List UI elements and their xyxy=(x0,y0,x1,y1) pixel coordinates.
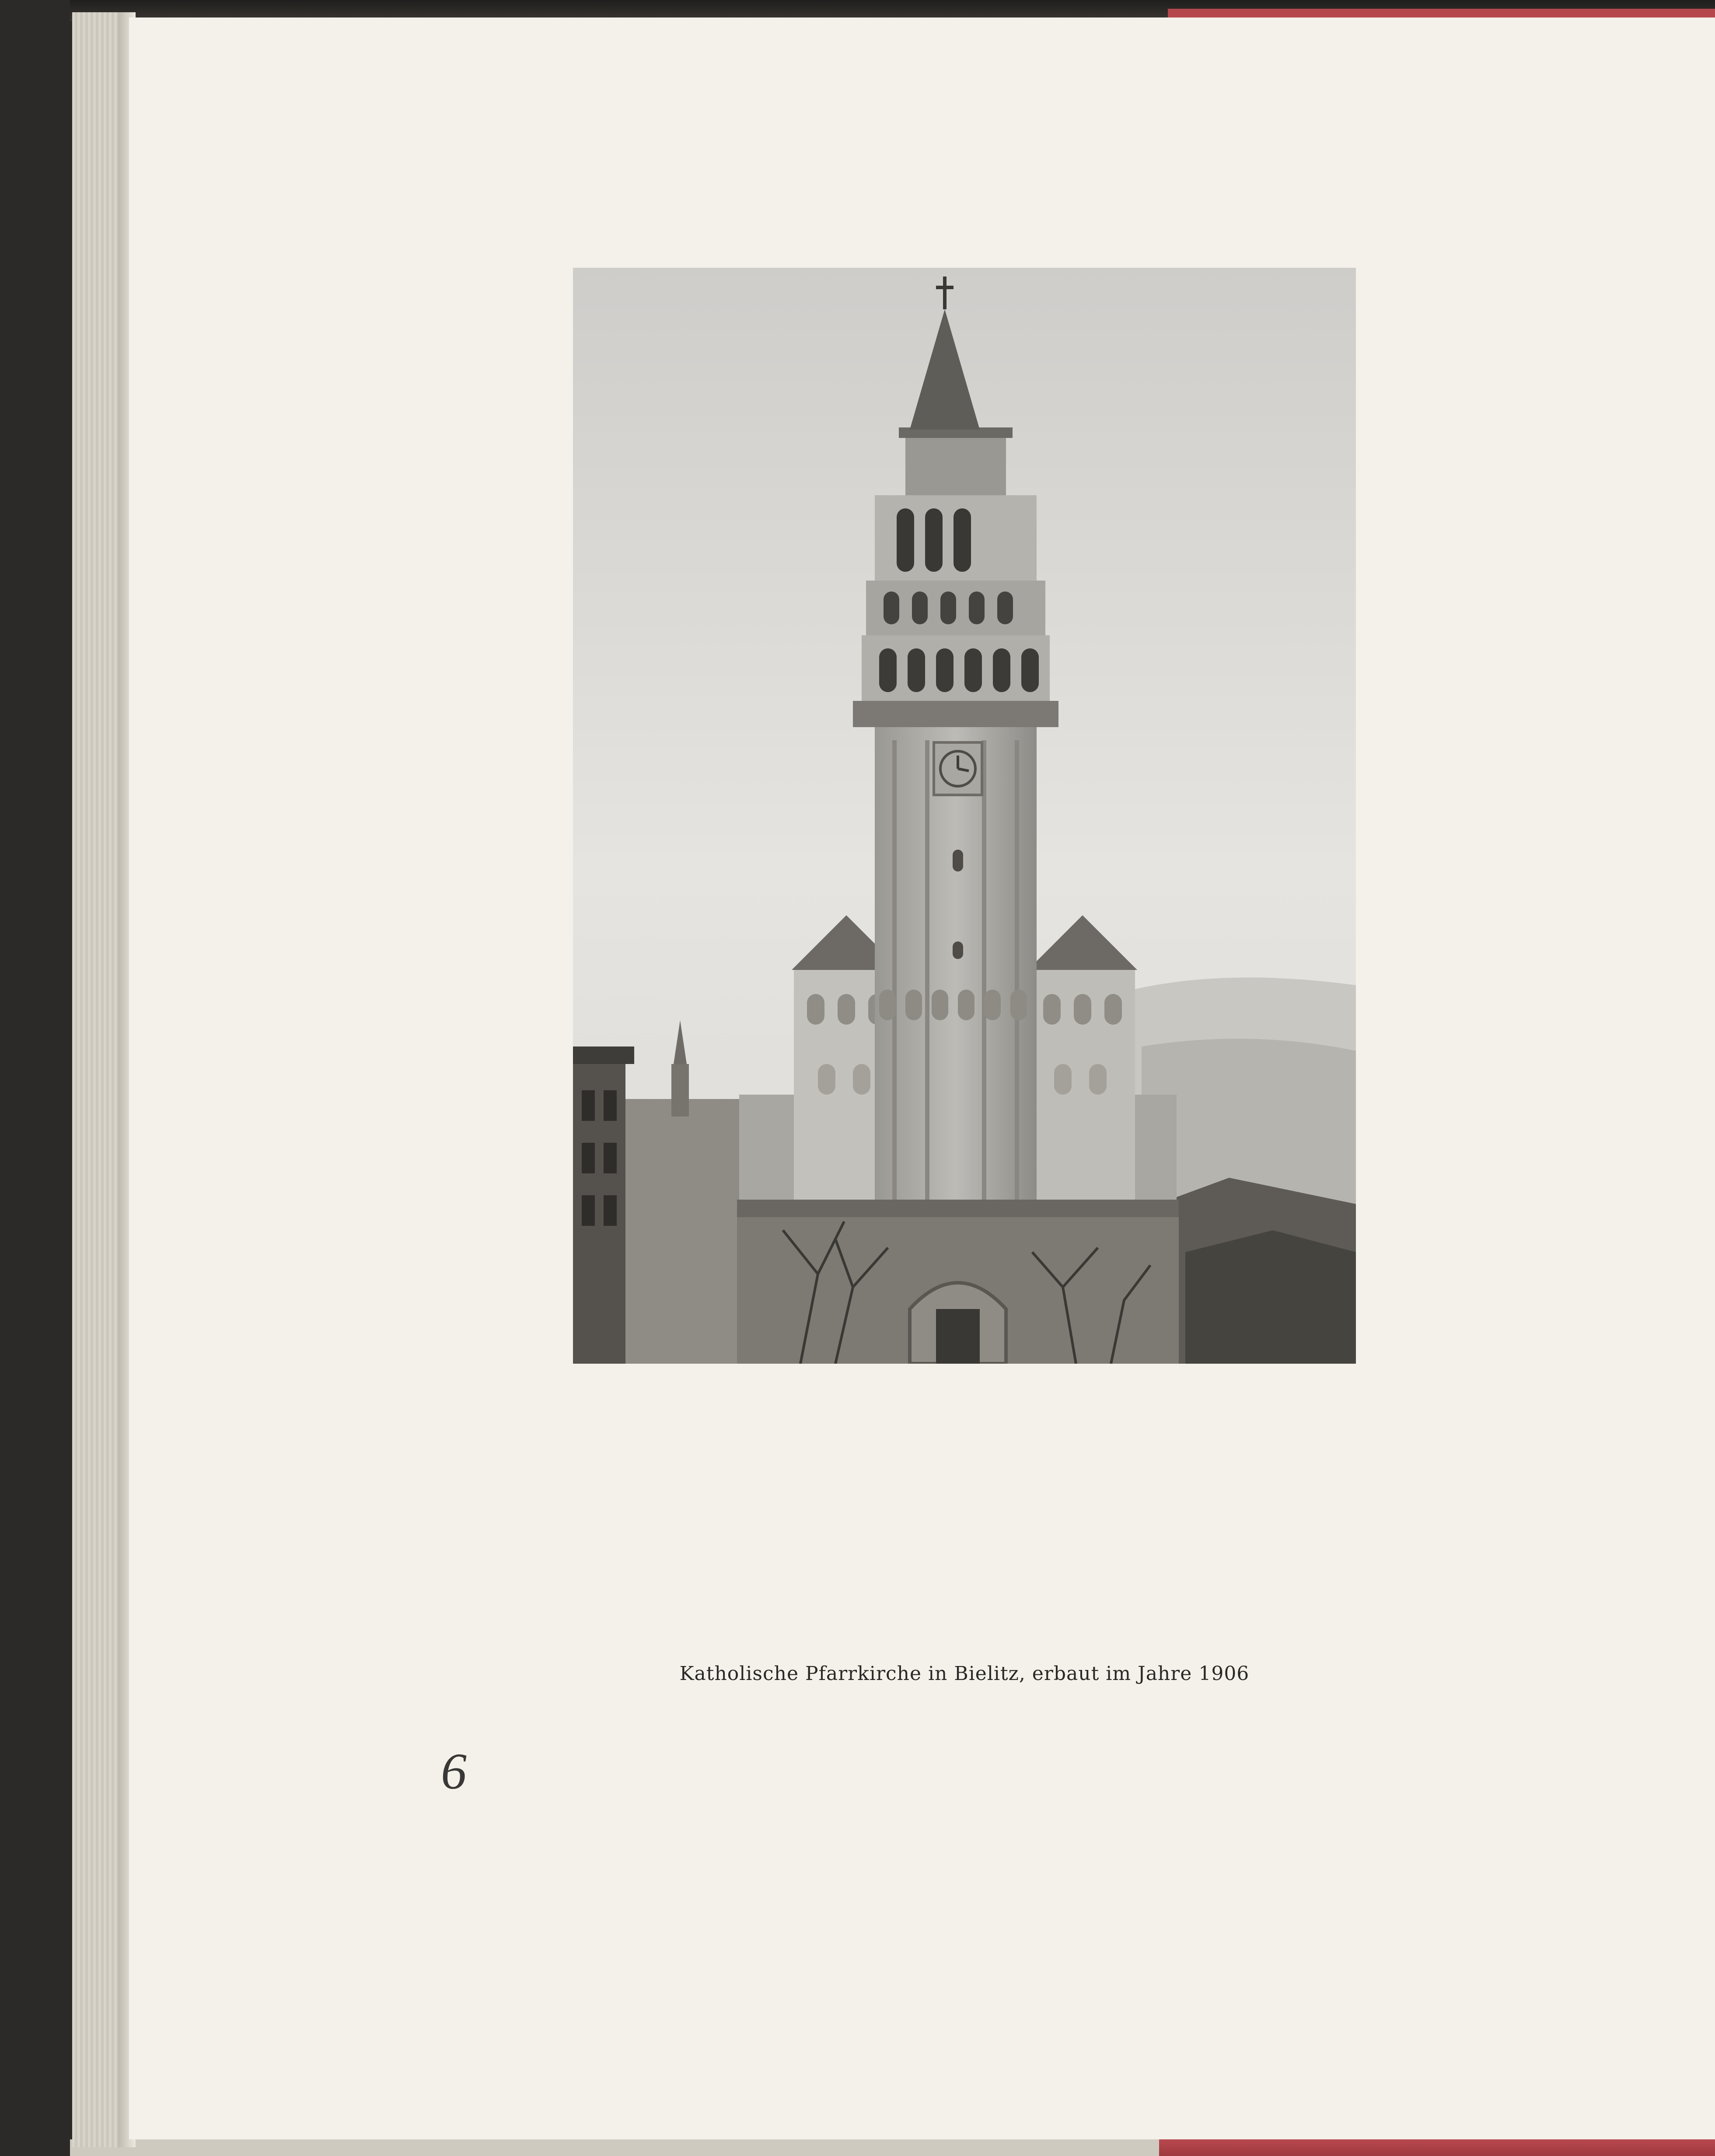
church-photograph xyxy=(573,268,1356,1364)
page-number: 6 xyxy=(441,1743,467,1800)
photo-caption: Katholische Pfarrkirche in Bielitz, erbaut im Jahre 1906 xyxy=(679,1662,1250,1685)
book-cover-bottom-edge xyxy=(70,2139,1163,2156)
book-binding xyxy=(72,12,125,2147)
church-tower-illustration xyxy=(573,268,1356,1364)
